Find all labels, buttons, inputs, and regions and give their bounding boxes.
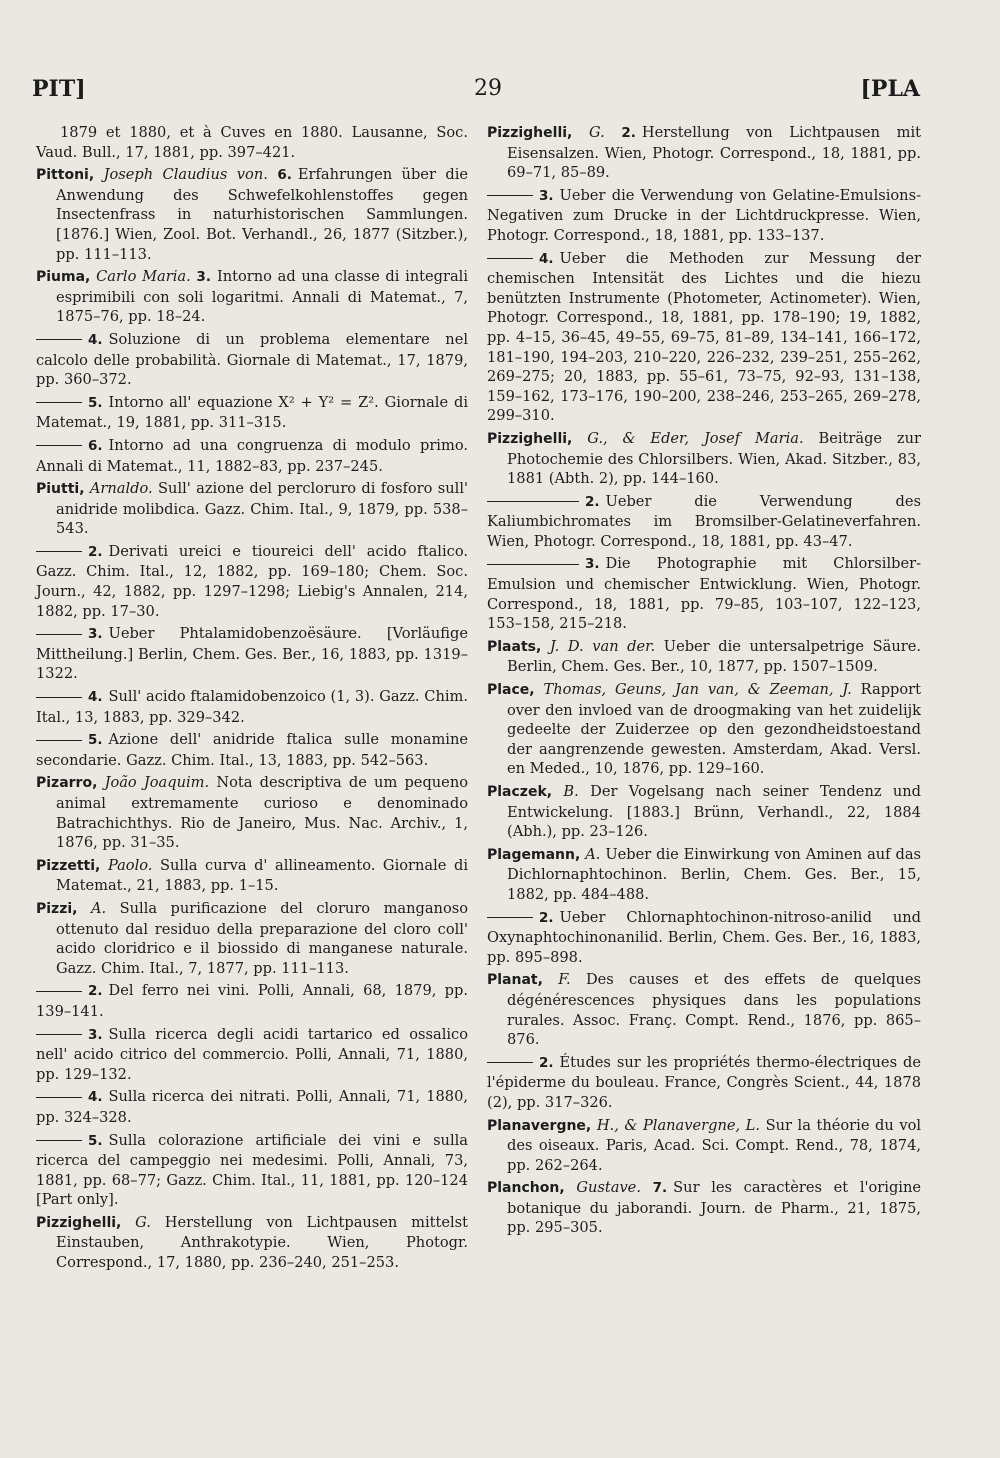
header-right-range: [PLA	[860, 76, 920, 102]
bibliography-entry	[487, 186, 921, 246]
running-header	[32, 76, 920, 116]
entry-number: 2.	[539, 1054, 554, 1071]
ditto-dash	[36, 991, 82, 992]
entry-number: 7.	[652, 1180, 668, 1197]
author-surname: Pizzi,	[36, 900, 78, 917]
ditto-dash	[487, 501, 579, 502]
entry-text: Herstellung von Lichtpausen mittelst Einstauben, Anthrakotypie. Wien, Photogr. Correspond., 17, 1880, pp. 236–240, 251–253.	[56, 1213, 468, 1272]
entry-text: Sur les caractères et l'origine botanique du jaborandi. Journ. de Pharm., 21, 1875, pp. 295–305.	[507, 1179, 921, 1237]
bibliography-entry	[487, 1116, 921, 1176]
author-surname: Planat,	[487, 972, 543, 989]
author-surname: Pizzighelli,	[487, 430, 573, 447]
entry-number: 5.	[88, 1132, 103, 1149]
entry-number: 2.	[585, 493, 600, 510]
entry-text: Der Vogelsang nach seiner Tendenz und Entwickelung. [1883.] Brünn, Verhandl., 22, 1884 (Abh.), pp. 23–126.	[507, 783, 922, 841]
bibliography-entry	[487, 1178, 921, 1238]
entry-text: Nota descriptiva de um pequeno animal extremamente curioso e denominado Batrachichthys. Rio de Janeiro, Mus. Nac. Archiv., 1, 1876, pp. 31–35.	[56, 774, 469, 852]
bibliography-entry	[36, 165, 468, 264]
bibliography-entry	[36, 393, 468, 433]
author-given-name: Carlo Maria.	[96, 268, 191, 286]
author-surname: Pizzighelli,	[487, 125, 573, 141]
author-given-name: G.	[588, 124, 605, 141]
bibliography-entry	[36, 267, 468, 327]
entry-number: 3.	[88, 1026, 103, 1043]
bibliography-entry	[487, 908, 921, 968]
entry-text: Sur la théorie du vol des oiseaux. Paris, Acad. Sci. Compt. Rend., 78, 1874, pp. 262–264.	[507, 1116, 922, 1174]
entry-number: 2.	[88, 543, 103, 560]
entry-text: Soluzione di un problema elementare nel calcolo delle probabilità. Giornale di Matemat., 17, 1879, pp. 360–372.	[36, 330, 468, 389]
bibliography-entry	[36, 624, 468, 684]
entry-number: 3.	[539, 187, 554, 204]
author-surname: Placzek,	[487, 784, 553, 800]
ditto-dash	[36, 339, 82, 340]
entry-text: Sull' acido ftalamidobenzoico (1, 3). Gazz. Chim. Ital., 13, 1883, pp. 329–342.	[36, 688, 468, 726]
ditto-dash	[487, 258, 533, 259]
bibliography-entry	[487, 123, 921, 183]
entry-number: 5.	[88, 394, 103, 411]
bibliography-entry	[487, 680, 921, 779]
author-surname: Plaats,	[487, 638, 542, 655]
entry-text: Ueber die Verwendung von Gelatine-Emulsions-Negativen zum Drucke in der Lichtdruckpresse. Wien, Photogr. Correspond., 18, 1881, pp. 133–137.	[487, 186, 921, 244]
entry-text: Sulla colorazione artificiale dei vini e sulla ricerca del campeggio nei medesimi. Polli, Annali, 73, 1881, pp. 68–77; Gazz. Chim. Ital., 11, 1881, pp. 120–124 [Part only].	[36, 1131, 468, 1209]
right-column	[487, 123, 921, 1241]
entry-text: Ueber Phtalamidobenzoësäure. [Vorläufige Mittheilung.] Berlin, Chem. Ges. Ber., 16, 1883, pp. 1319–1322.	[36, 625, 468, 683]
entry-number: 2.	[621, 125, 636, 141]
entry-text: Rapport over den invloed van de droogmaking van het zuidelijk gedeelte der Zuiderzee op den gezondheidstoestand der aangrenzende gewesten. Amsterdam, Akad. Versl. en Meded., 10, 1876, pp. 129–160.	[507, 681, 922, 778]
author-given-name: G., & Eder, Josef Maria.	[587, 429, 804, 447]
entry-number: 6.	[88, 437, 103, 454]
entry-text: Azione dell' anidride ftalica sulle monamine secondarie. Gazz. Chim. Ital., 13, 1883, pp. 542–563.	[36, 731, 468, 769]
bibliography-entry	[487, 1053, 921, 1113]
ditto-dash	[487, 564, 579, 565]
author-given-name: Thomas, Geuns, Jan van, & Zeeman, J.	[543, 681, 852, 699]
bibliography-entry	[487, 970, 921, 1049]
entry-text: Ueber Chlornaphtochinon-nitroso-anilid und Oxynaphtochinonanilid. Berlin, Chem. Ges. Ber., 16, 1883, pp. 895–898.	[487, 908, 921, 966]
author-surname: Pizzetti,	[36, 857, 101, 874]
ditto-dash	[36, 1097, 82, 1098]
bibliography-entry	[36, 1087, 468, 1127]
entry-number: 6.	[277, 167, 292, 184]
bibliography-entry	[487, 492, 921, 552]
left-column	[36, 123, 468, 1276]
entry-text: Sulla purificazione del cloruro manganoso ottenuto dal residuo della preparazione del cloro coll' acido cloridrico e il biossido di manganese naturale. Gazz. Chim. Ital., 7, 1877, pp. 111–113.	[56, 899, 469, 977]
entry-text: Sulla curva d' allineamento. Giornale di Matemat., 21, 1883, pp. 1–15.	[56, 856, 469, 895]
bibliography-entry	[36, 1131, 468, 1210]
author-given-name: G.	[135, 1213, 151, 1231]
bibliography-entry	[487, 782, 921, 842]
entry-text: Intorno all' equazione X² + Y² = Z². Giornale di Matemat., 19, 1881, pp. 311–315.	[36, 393, 468, 432]
entry-number: 4.	[539, 250, 554, 267]
author-given-name: Arnaldo.	[89, 480, 153, 498]
ditto-dash	[36, 634, 82, 635]
entry-text: Ueber die untersalpetrige Säure. Berlin, Chem. Ges. Ber., 10, 1877, pp. 1507–1509.	[507, 637, 922, 676]
entry-number: 4.	[88, 331, 103, 348]
author-surname: Piuma,	[36, 269, 91, 286]
bibliography-entry	[36, 436, 468, 476]
entry-text: Des causes et des effets de quelques dégénérescences physiques dans les populations rurales. Assoc. Franç. Compt. Rend., 1876, pp. 865–876.	[507, 971, 921, 1049]
entry-number: 4.	[88, 689, 103, 706]
author-given-name: B.	[563, 783, 579, 800]
entry-text: Die Photographie mit Chlorsilber-Emulsion und chemischer Entwicklung. Wien, Photogr. Correspond., 18, 1881, pp. 79–85, 103–107, 122–123, 153–158, 215–218.	[487, 555, 921, 633]
bibliography-entry	[36, 899, 468, 978]
entry-text: Del ferro nei vini. Polli, Annali, 68, 1879, pp. 139–141.	[36, 982, 468, 1020]
bibliography-entry	[487, 637, 921, 677]
ditto-dash	[36, 445, 82, 446]
entry-text: Ueber die Verwendung des Kaliumbichromates im Bromsilber-Gelatineverfahren. Wien, Photogr. Correspond., 18, 1881, pp. 43–47.	[487, 492, 921, 550]
entry-text: Beiträge zur Photochemie des Chlorsilbers. Wien, Akad. Sitzber., 83, 1881 (Abth. 2), pp. 144–160.	[507, 429, 921, 488]
ditto-dash	[487, 1062, 533, 1063]
author-given-name: A.	[585, 845, 601, 863]
author-surname: Piutti,	[36, 481, 85, 498]
entry-number: 5.	[88, 732, 103, 749]
entry-text: Sulla ricerca degli acidi tartarico ed ossalico nell' acido citrico del commercio. Polli, Annali, 71, 1880, pp. 129–132.	[36, 1025, 468, 1083]
entry-text: Sulla ricerca dei nitrati. Polli, Annali, 71, 1880, pp. 324–328.	[36, 1088, 468, 1126]
author-surname: Planavergne,	[487, 1117, 592, 1134]
author-surname: Pizzighelli,	[36, 1214, 122, 1231]
author-surname: Pizarro,	[36, 775, 98, 792]
bibliography-entry	[36, 330, 468, 390]
bibliography-entry	[36, 981, 468, 1021]
ditto-dash	[36, 697, 82, 698]
entry-text: Intorno ad una congruenza di modulo primo. Annali di Matemat., 11, 1882–83, pp. 237–245.	[36, 436, 468, 475]
bibliography-entry	[36, 856, 468, 896]
ditto-dash	[36, 1034, 82, 1035]
bibliography-entry	[36, 542, 468, 621]
bibliography-entry	[487, 554, 921, 633]
bibliography-entry	[487, 249, 921, 426]
author-given-name: Paolo.	[107, 856, 153, 874]
bibliography-entry	[36, 1213, 468, 1273]
entry-text: Erfahrungen über die Anwendung des Schwefelkohlenstoffes gegen Insectenfrass in naturhistorischen Sammlungen. [1876.] Wien, Zool. Bot. Verhandl., 26, 1877 (Sitzber.), pp. 111–113.	[56, 166, 468, 263]
entry-number: 3.	[196, 269, 211, 286]
entry-text: Herstellung von Lichtpausen mit Eisensalzen. Wien, Photogr. Correspond., 18, 1881, pp. 69–71, 85–89.	[507, 124, 921, 182]
entry-text: 1879 et 1880, et à Cuves en 1880. Lausanne, Soc. Vaud. Bull., 17, 1881, pp. 397–421.	[36, 124, 468, 161]
entry-number: 3.	[88, 626, 103, 643]
entry-text: Sull' azione del percloruro di fosforo sull' anidride molibdica. Gazz. Chim. Ital., 9, 1879, pp. 538–543.	[56, 480, 469, 538]
author-surname: Planchon,	[487, 1180, 565, 1197]
bibliography-entry	[487, 845, 921, 905]
bibliography-entry	[36, 1025, 468, 1085]
bibliography-entry	[487, 429, 921, 489]
header-left-range: PIT]	[32, 76, 86, 102]
entry-number: 3.	[585, 556, 600, 573]
bibliography-entry	[36, 730, 468, 770]
author-given-name: João Joaquim.	[104, 774, 210, 792]
author-given-name: A.	[90, 899, 107, 917]
ditto-dash	[487, 917, 533, 918]
ditto-dash	[36, 402, 82, 403]
author-surname: Plagemann,	[487, 846, 581, 863]
author-given-name: H., & Planavergne, L.	[596, 1116, 761, 1134]
page-number: 29	[474, 76, 502, 101]
entry-text: Ueber die Methoden zur Messung der chemischen Intensität des Lichtes und die hiezu benützten Instrumente (Photometer, Actinometer). Wien, Photogr. Correspond., 18, 1881, pp. 178–190; 19, 1882, pp. 4–15, 36–45, 49–55, 69–75, 81–89, 134–141, 166–172, 181–190, 194–203, 210–220, 226–232, 239–251, 255–262, 269–275; 20, 1883, pp. 55–61, 73–75, 92–93, 131–138, 159–162, 173–176, 190–200, 238–246, 253–265, 269–278, 299–310.	[487, 249, 921, 425]
author-given-name: Joseph Claudius von.	[103, 166, 268, 184]
bibliography-entry	[36, 687, 468, 727]
bibliography-entry	[36, 479, 468, 539]
bibliography-entry	[36, 773, 468, 852]
entry-number: 2.	[539, 909, 554, 926]
ditto-dash	[487, 195, 533, 196]
author-given-name: J. D. van der.	[549, 637, 656, 655]
bibliography-entry	[36, 123, 468, 162]
author-surname: Place,	[487, 682, 535, 699]
ditto-dash	[36, 740, 82, 741]
entry-number: 4.	[88, 1089, 103, 1106]
entry-text: Derivati ureici e tioureici dell' acido ftalico. Gazz. Chim. Ital., 12, 1882, pp. 169–180; Chem. Soc. Journ., 42, 1882, pp. 1297–1298; Liebig's Annalen, 214, 1882, pp. 17–30.	[36, 542, 468, 620]
entry-number: 2.	[88, 983, 103, 1000]
author-given-name: Gustave.	[576, 1179, 641, 1197]
entry-text: Intorno ad una classe di integrali esprimibili con soli logaritmi. Annali di Matemat., 7, 1875–76, pp. 18–24.	[56, 268, 469, 326]
author-surname: Pittoni,	[36, 167, 95, 184]
entry-text: Études sur les propriétés thermo-électriques de l'épiderme du bouleau. France, Congrès Scient., 44, 1878 (2), pp. 317–326.	[487, 1053, 921, 1111]
ditto-dash	[36, 1140, 82, 1141]
entry-text: Ueber die Einwirkung von Aminen auf das Dichlornaphtochinon. Berlin, Chem. Ges. Ber., 15, 1882, pp. 484–488.	[507, 845, 922, 903]
author-given-name: F.	[558, 971, 571, 989]
ditto-dash	[36, 551, 82, 552]
